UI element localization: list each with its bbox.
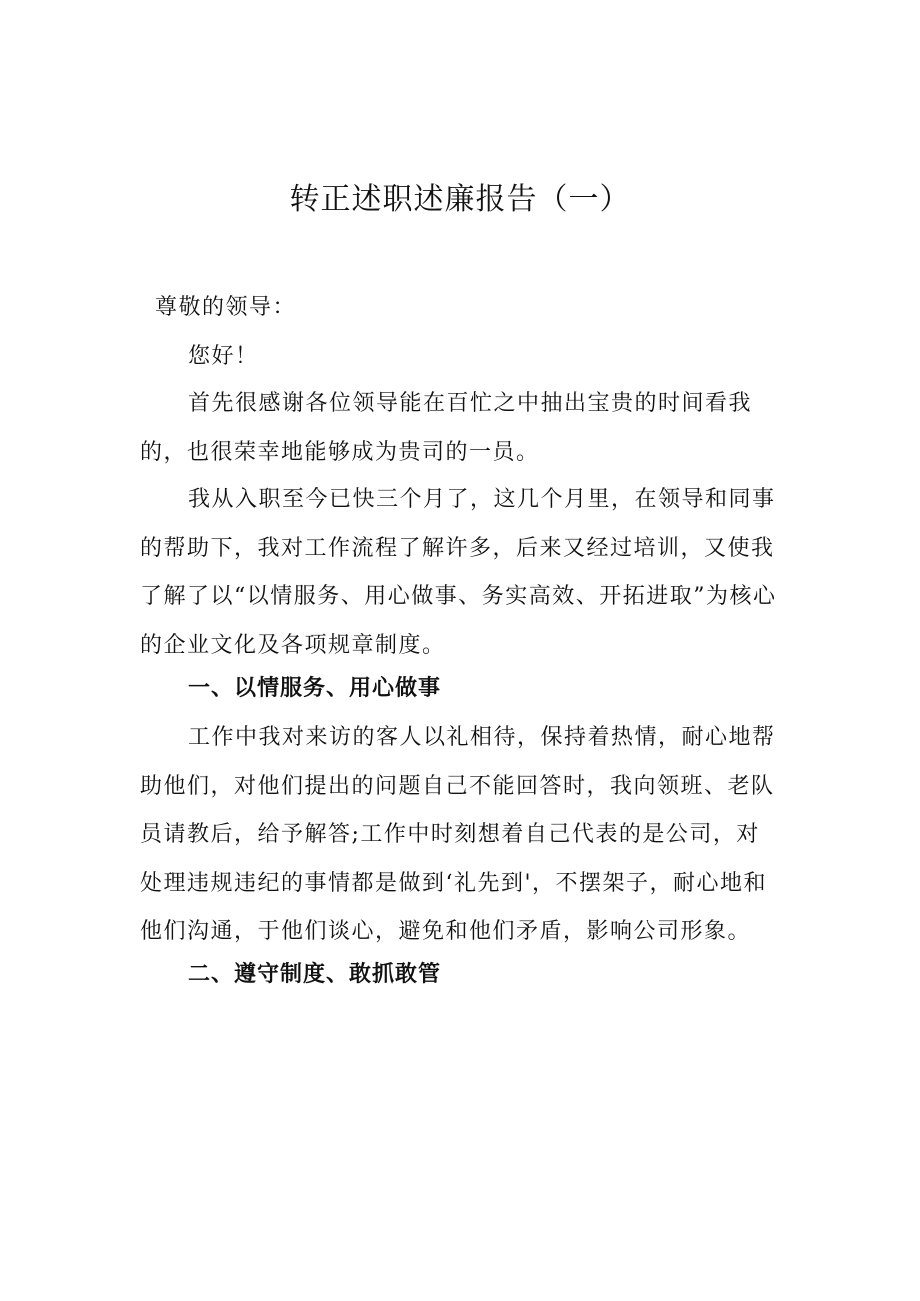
paragraph-experience: 我从入职至今已快三个月了，这几个月里，在领导和同事的帮助下，我对工作流程了解许多，后来又经过培训，又使我了解了以“以情服务、用心做事、务实高效、开拓进取”为核心的企业文化及各项规章制度。 [140,487,777,658]
document-title: 转正述职述廉报告（一） [289,182,631,217]
greeting: 您好！ [188,344,259,369]
paragraph-service: 工作中我对来访的客人以礼相待，保持着热情，耐心地帮助他们，对他们提出的问题自己不能回答时，我向领班、老队员请教后，给予解答;工作中时刻想着自己代表的是公司，对处理违规违纪的事情都是做到‘礼先到'，不摆架子，耐心地和他们沟通，于他们谈心，避免和他们矛盾，影响公司形象。 [140,725,776,944]
salutation: 尊敬的领导： [155,295,297,320]
paragraph-intro: 首先很感谢各位领导能在百忙之中抽出宝贵的时间看我的，也很荣幸地能够成为贵司的一员。 [140,391,753,465]
section-heading-2: 二、遵守制度、敢抓敢管 [188,962,442,987]
section-heading-1: 一、以情服务、用心做事 [188,676,442,701]
